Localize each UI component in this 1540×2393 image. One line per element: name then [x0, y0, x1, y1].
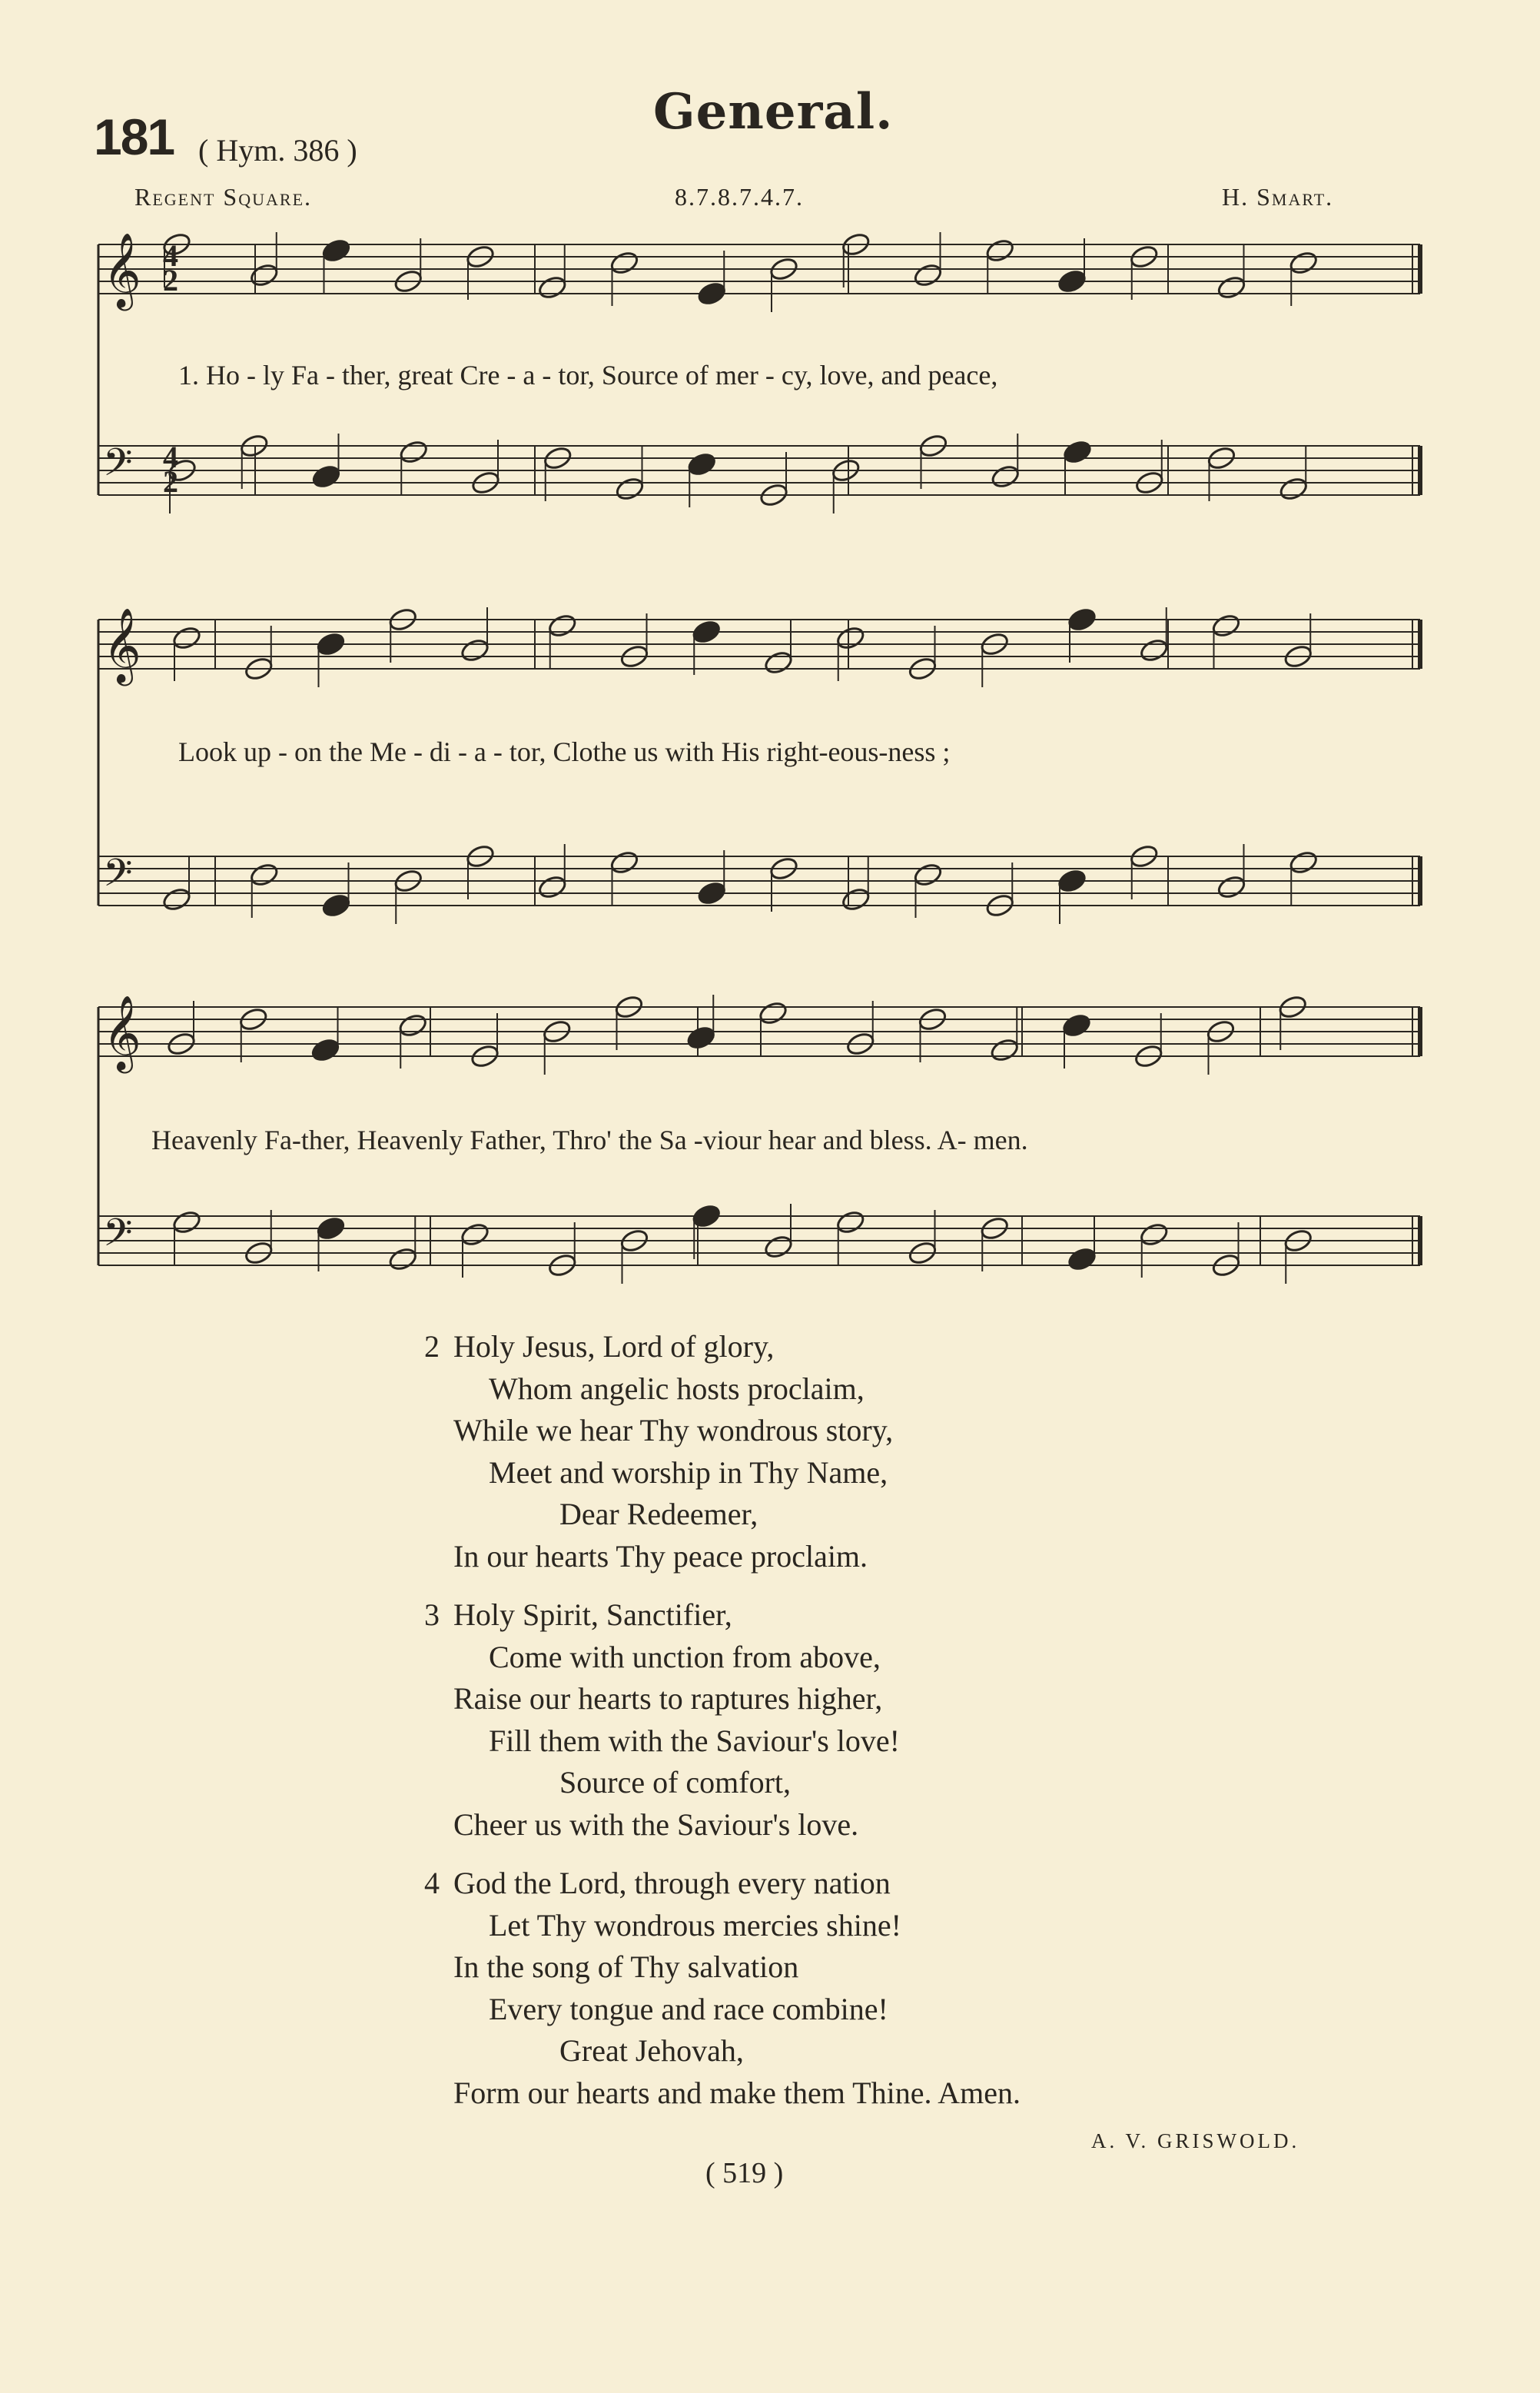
time-signature-digit: 4 — [163, 238, 178, 273]
lyric-line-1: 1. Ho - ly Fa - ther, great Cre - a - tor, Source of mer - cy, love, and peace, — [178, 360, 998, 391]
lyric-line-3: Heavenly Fa-ther, Heavenly Father, Thro' the Sa -viour hear and bless. A- men. — [151, 1125, 1028, 1155]
verse-line: Whom angelic hosts proclaim, — [489, 1371, 865, 1406]
verse-line: Every tongue and race combine! — [489, 1991, 888, 2026]
verse-line: Great Jehovah, — [559, 2033, 744, 2068]
author: A. V. GRISWOLD. — [1091, 2129, 1300, 2152]
notehead — [696, 880, 727, 906]
notehead — [912, 262, 943, 288]
treble-clef-icon: 𝄞 — [103, 995, 141, 1070]
notehead — [609, 250, 639, 276]
verse-line: Holy Jesus, Lord of glory, — [453, 1329, 775, 1364]
verse-line: Meet and worship in Thy Name, — [489, 1454, 888, 1490]
page-number: ( 519 ) — [705, 2157, 784, 2189]
notehead — [614, 476, 645, 502]
notehead — [1057, 868, 1087, 894]
notehead — [841, 886, 871, 912]
time-signature-digit: 2 — [163, 464, 178, 499]
notehead — [1139, 1221, 1170, 1248]
notehead — [691, 1203, 722, 1229]
notehead — [537, 274, 568, 301]
notehead — [763, 1234, 794, 1260]
verse-line: Fill them with the Saviour's love! — [489, 1723, 900, 1758]
verse-line: Let Thy wondrous mercies shine! — [489, 1907, 901, 1943]
verse-line: Form our hearts and make them Thine. Amen. — [453, 2075, 1021, 2110]
notehead — [547, 613, 578, 639]
lyric-line-2: Look up - on the Me - di - a - tor, Clothe us with His right-eous-ness ; — [178, 736, 951, 767]
notehead — [989, 1037, 1020, 1063]
notehead — [310, 1037, 340, 1063]
notehead — [320, 238, 351, 264]
verse-line: While we hear Thy wondrous story, — [453, 1413, 894, 1447]
meter: 8.7.8.7.4.7. — [675, 183, 804, 211]
notehead — [758, 1000, 788, 1026]
section-title: General. — [653, 83, 894, 141]
notehead — [460, 1221, 490, 1248]
notehead — [835, 1209, 866, 1235]
verse-line: Cheer us with the Saviour's love. — [453, 1806, 859, 1842]
bass-clef-icon: 𝄢 — [103, 440, 133, 494]
verse-line: Source of comfort, — [559, 1765, 792, 1800]
verses — [424, 1326, 1021, 2131]
notehead — [171, 625, 202, 651]
notehead — [310, 464, 341, 490]
verse-line: Holy Spirit, Sanctifier, — [453, 1597, 732, 1632]
verse-number: 3 — [424, 1597, 440, 1632]
notehead — [1139, 637, 1170, 663]
notehead — [609, 849, 639, 876]
notehead — [691, 619, 722, 645]
notehead — [320, 892, 351, 919]
notehead — [763, 650, 794, 676]
notehead — [1061, 1012, 1092, 1039]
notehead — [990, 464, 1021, 490]
notehead — [1216, 274, 1246, 301]
notehead — [1067, 1246, 1097, 1272]
notehead — [161, 886, 192, 912]
verse-line: Come with unction from above, — [489, 1639, 881, 1674]
notehead — [460, 637, 490, 663]
hymn-reference: ( Hym. 386 ) — [198, 133, 357, 168]
notehead — [1057, 268, 1087, 294]
time-signature-digit: 2 — [163, 263, 178, 297]
notehead — [835, 625, 866, 651]
notehead — [1216, 874, 1246, 900]
verse-line: Dear Redeemer, — [559, 1497, 758, 1531]
bass-clef-icon: 𝄢 — [103, 851, 133, 905]
bass-clef-icon: 𝄢 — [103, 1211, 133, 1265]
notehead — [387, 1246, 418, 1272]
notehead — [249, 262, 280, 288]
notehead — [398, 439, 429, 465]
notehead — [397, 1012, 428, 1039]
tune-name: Regent Square. — [134, 183, 313, 211]
treble-clef-icon: 𝄞 — [103, 232, 141, 307]
verse-3 — [424, 1594, 1021, 1846]
notehead — [1210, 613, 1241, 639]
verse-line: In the song of Thy salvation — [453, 1949, 799, 1984]
notehead — [315, 1215, 346, 1241]
verse-line: God the Lord, through every nation — [453, 1866, 891, 1900]
verse-number: 2 — [424, 1329, 440, 1364]
treble-clef-icon: 𝄞 — [103, 607, 141, 683]
notehead — [686, 451, 717, 477]
notehead — [1288, 849, 1319, 876]
verse-4 — [424, 1863, 1021, 2114]
notehead — [1288, 250, 1319, 276]
verse-line: In our hearts Thy peace proclaim. — [453, 1538, 868, 1574]
verse-line: Raise our hearts to raptures higher, — [453, 1681, 883, 1716]
notehead — [249, 862, 280, 888]
notehead — [537, 874, 568, 900]
notehead — [1062, 439, 1093, 465]
notehead — [984, 238, 1015, 264]
notehead — [685, 1025, 716, 1051]
notehead — [315, 631, 346, 657]
notehead — [912, 862, 943, 888]
notehead — [1278, 476, 1309, 502]
verse-2 — [424, 1326, 1021, 1577]
notehead — [171, 1209, 202, 1235]
verse-number: 4 — [424, 1866, 440, 1900]
notehead — [1067, 607, 1097, 633]
hymn-number: 181 — [94, 108, 174, 165]
notehead — [696, 281, 727, 307]
time-signature-digit: 4 — [163, 440, 178, 474]
composer: H. Smart. — [1222, 183, 1334, 211]
